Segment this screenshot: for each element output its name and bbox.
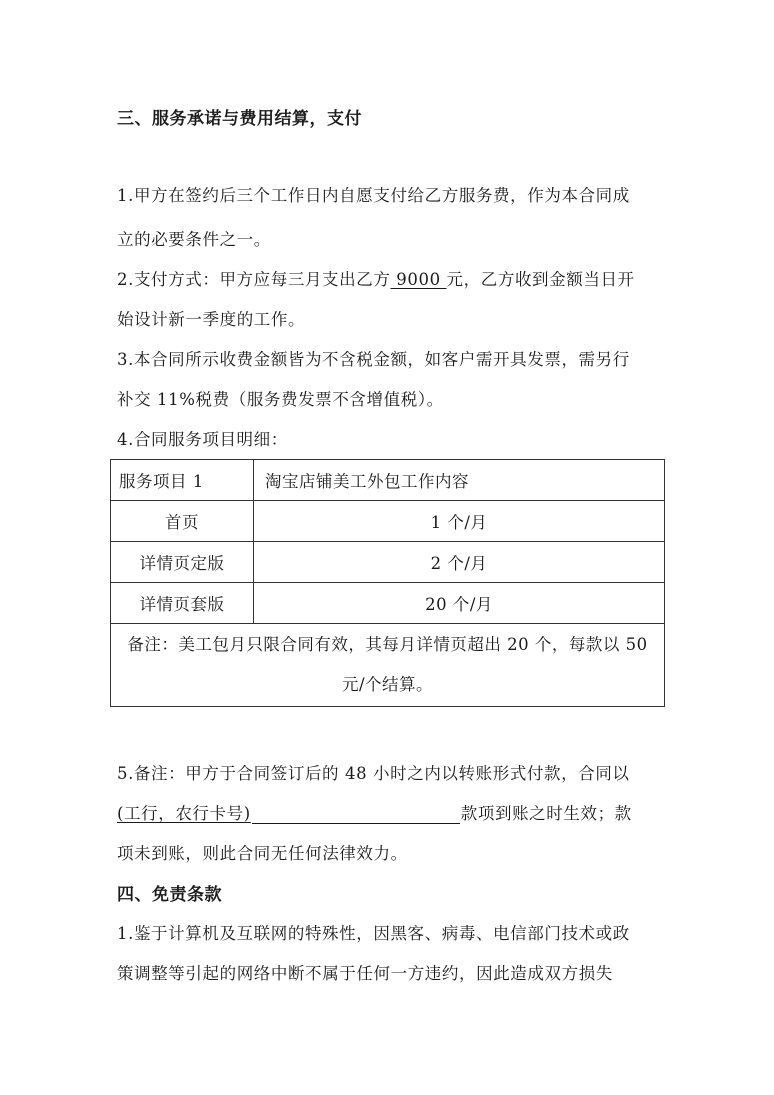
s3-item3-line1: 3.本合同所示收费金额皆为不含税金额，如客户需开具发票，需另行	[117, 350, 630, 369]
table-header-col2: 淘宝店铺美工外包工作内容	[254, 460, 665, 501]
s3-item5-line1: 5.备注：甲方于合同签订后的 48 小时之内以转账形式付款，合同以	[117, 764, 630, 783]
service-items-table	[110, 459, 665, 707]
bank-label: (工行，农行卡号)	[117, 804, 251, 823]
table-header-col1: 服务项目 1	[111, 460, 254, 501]
bank-account-blank	[252, 805, 460, 824]
table-cell-qty: 1 个/月	[254, 501, 665, 542]
table-cell-item: 详情页定版	[111, 542, 254, 583]
table-cell-item: 详情页套版	[111, 583, 254, 624]
table-cell-item: 首页	[111, 501, 254, 542]
s4-item1-line1: 1.鉴于计算机及互联网的特殊性，因黑客、病毒、电信部门技术或政	[117, 924, 630, 943]
table-cell-qty: 20 个/月	[254, 583, 665, 624]
table-row	[111, 583, 665, 624]
table-note-line2: 元/个结算。	[341, 675, 434, 694]
s3-item2-line2: 始设计新一季度的工作。	[117, 310, 306, 329]
section-3-heading: 三、服务承诺与费用结算，支付	[117, 109, 362, 129]
table-header-row	[111, 460, 665, 501]
payment-amount: 9000	[390, 270, 447, 289]
s3-item1-line1: 1.甲方在签约后三个工作日内自愿支付给乙方服务费，作为本合同成	[117, 186, 630, 205]
s3-item3-line2: 补交 11%税费（服务费发票不含增值税）。	[117, 390, 444, 409]
table-note	[111, 624, 665, 707]
table-row	[111, 501, 665, 542]
s3-item4-label: 4.合同服务项目明细：	[117, 430, 288, 449]
s4-item1-line2: 策调整等引起的网络中断不属于任何一方违约，因此造成双方损失	[117, 964, 613, 983]
table-note-line1: 备注：美工包月只限合同有效，其每月详情页超出 20 个，每款以 50	[127, 635, 648, 654]
s3-item1-line2: 立的必要条件之一。	[117, 230, 271, 249]
s3-item2-suffix: 元，乙方收到金额当日开	[446, 270, 635, 289]
table-cell-qty: 2 个/月	[254, 542, 665, 583]
table-note-row	[111, 624, 665, 707]
s3-item2-line1	[117, 266, 635, 290]
section-4-heading: 四、免责条款	[117, 885, 222, 905]
s3-item5-line3: 项未到账，则此合同无任何法律效力。	[117, 844, 408, 863]
s3-item5-line2-suffix: 款项到账之时生效；款	[460, 804, 632, 823]
s3-item5-line2	[117, 800, 632, 824]
table-row	[111, 542, 665, 583]
s3-item2-prefix: 2.支付方式：甲方应每三月支出乙方	[117, 270, 391, 289]
